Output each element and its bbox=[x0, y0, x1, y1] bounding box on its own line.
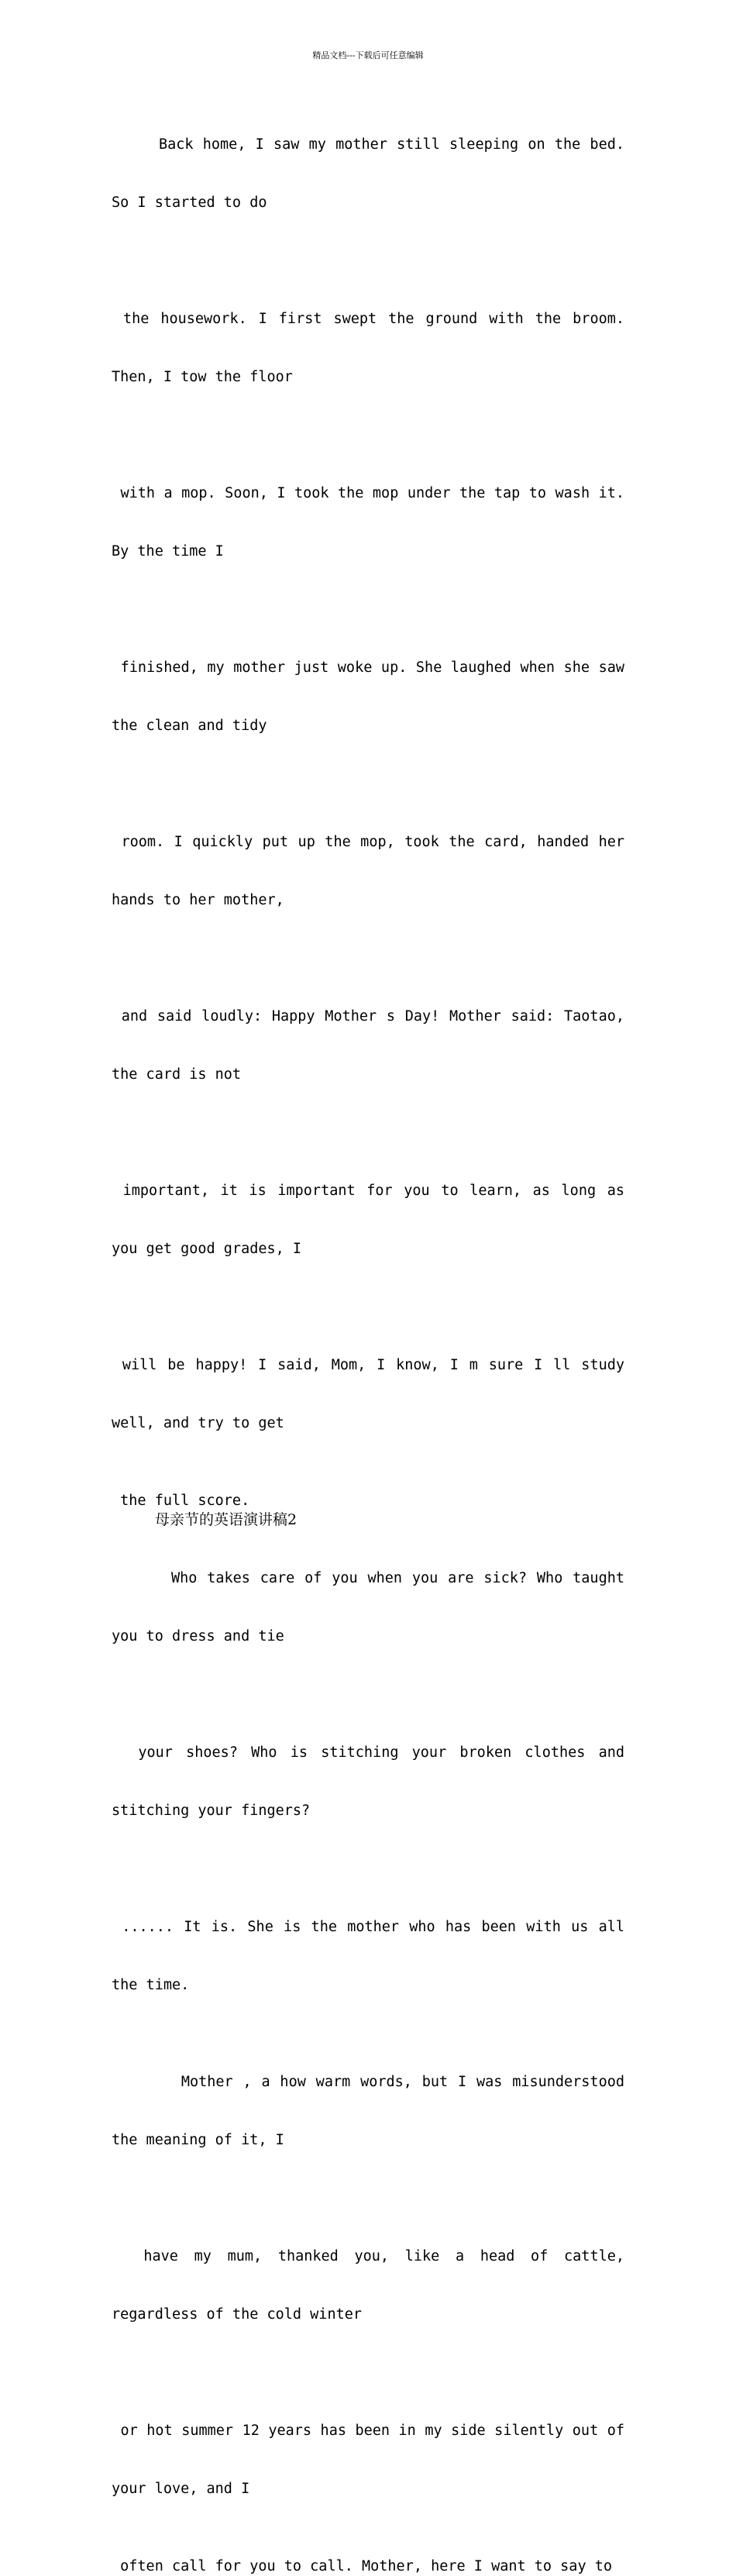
text-line: So I started to do bbox=[112, 195, 267, 211]
section-heading: 母亲节的英语演讲稿2 bbox=[155, 1511, 297, 1528]
paragraph-gap bbox=[112, 251, 624, 270]
paragraph bbox=[112, 270, 624, 425]
document-body bbox=[112, 96, 624, 2576]
text-line: Who takes care of you when you are sick? Who taught bbox=[112, 1570, 624, 1586]
paragraph-gap bbox=[112, 1859, 624, 1879]
paragraph-gap bbox=[112, 1297, 624, 1317]
text-line: you get good grades, I bbox=[112, 1241, 302, 1257]
text-line: with a mop. Soon, I took the mop under the tap to wash it. bbox=[112, 485, 624, 501]
paragraph-gap bbox=[112, 2363, 624, 2382]
paragraph bbox=[112, 1530, 624, 1685]
text-line: often call for you to call. Mother, here I want to say to bbox=[112, 2558, 613, 2574]
paragraph bbox=[112, 1317, 624, 1472]
paragraph-gap bbox=[112, 2189, 624, 2208]
paragraph bbox=[112, 1704, 624, 1859]
text-line: Mother , a how warm words, but I was misunderstood bbox=[112, 2074, 624, 2090]
text-line: the housework. I first swept the ground with the broom. bbox=[112, 311, 624, 327]
paragraph-gap bbox=[112, 425, 624, 445]
paragraph bbox=[112, 445, 624, 600]
text-line: room. I quickly put up the mop, took the card, handed her bbox=[112, 834, 624, 850]
text-line: the clean and tidy bbox=[112, 718, 267, 734]
paragraph-gap bbox=[112, 774, 624, 794]
text-line: ...... It is. She is the mother who has been with us all bbox=[112, 1919, 624, 1935]
text-line: By the time I bbox=[112, 543, 224, 560]
text-line: will be happy! I said, Mom, I know, I m sure I ll study bbox=[112, 1357, 624, 1373]
paragraph-gap bbox=[112, 1685, 624, 1704]
text-line: stitching your fingers? bbox=[112, 1803, 311, 1819]
paragraph bbox=[112, 968, 624, 1123]
paragraph bbox=[112, 1142, 624, 1297]
text-line: have my mum, thanked you, like a head of cattle, bbox=[112, 2248, 624, 2264]
text-line: the time. bbox=[112, 1977, 190, 1993]
paragraph-gap bbox=[112, 949, 624, 968]
text-line: or hot summer 12 years has been in my side silently out of bbox=[112, 2423, 624, 2439]
text-line: your love, and I bbox=[112, 2481, 250, 2497]
paragraph-gap bbox=[112, 1123, 624, 1142]
text-line: finished, my mother just woke up. She laughed when she saw bbox=[112, 659, 624, 676]
text-line: important, it is important for you to learn, as long as bbox=[112, 1183, 624, 1199]
text-line: the meaning of it, I bbox=[112, 2132, 284, 2148]
paragraph bbox=[112, 619, 624, 774]
text-line: and said loudly: Happy Mother s Day! Mother said: Taotao, bbox=[112, 1008, 624, 1025]
paragraph-gap bbox=[112, 2537, 624, 2557]
text-line: well, and try to get bbox=[112, 1415, 284, 1431]
text-line: your shoes? Who is stitching your broken clothes and bbox=[112, 1744, 624, 1761]
text-line: regardless of the cold winter bbox=[112, 2306, 363, 2323]
paragraph bbox=[112, 96, 624, 251]
page-header: 精品文档---下载后可任意编辑 bbox=[312, 50, 424, 60]
paragraph-gap bbox=[112, 1472, 624, 1491]
paragraph bbox=[112, 794, 624, 949]
paragraph bbox=[112, 1879, 624, 2034]
text-line: you to dress and tie bbox=[112, 1628, 284, 1644]
text-line: hands to her mother, bbox=[112, 892, 284, 908]
text-line: the card is not bbox=[112, 1066, 242, 1083]
paragraph bbox=[112, 2034, 624, 2189]
text-line: the full score. bbox=[112, 1493, 250, 1509]
text-line: Then, I tow the floor bbox=[112, 369, 293, 385]
text-line: Back home, I saw my mother still sleeping on the bed. bbox=[112, 136, 624, 153]
paragraph bbox=[112, 2382, 624, 2537]
paragraph bbox=[112, 2208, 624, 2363]
paragraph-gap bbox=[112, 600, 624, 619]
